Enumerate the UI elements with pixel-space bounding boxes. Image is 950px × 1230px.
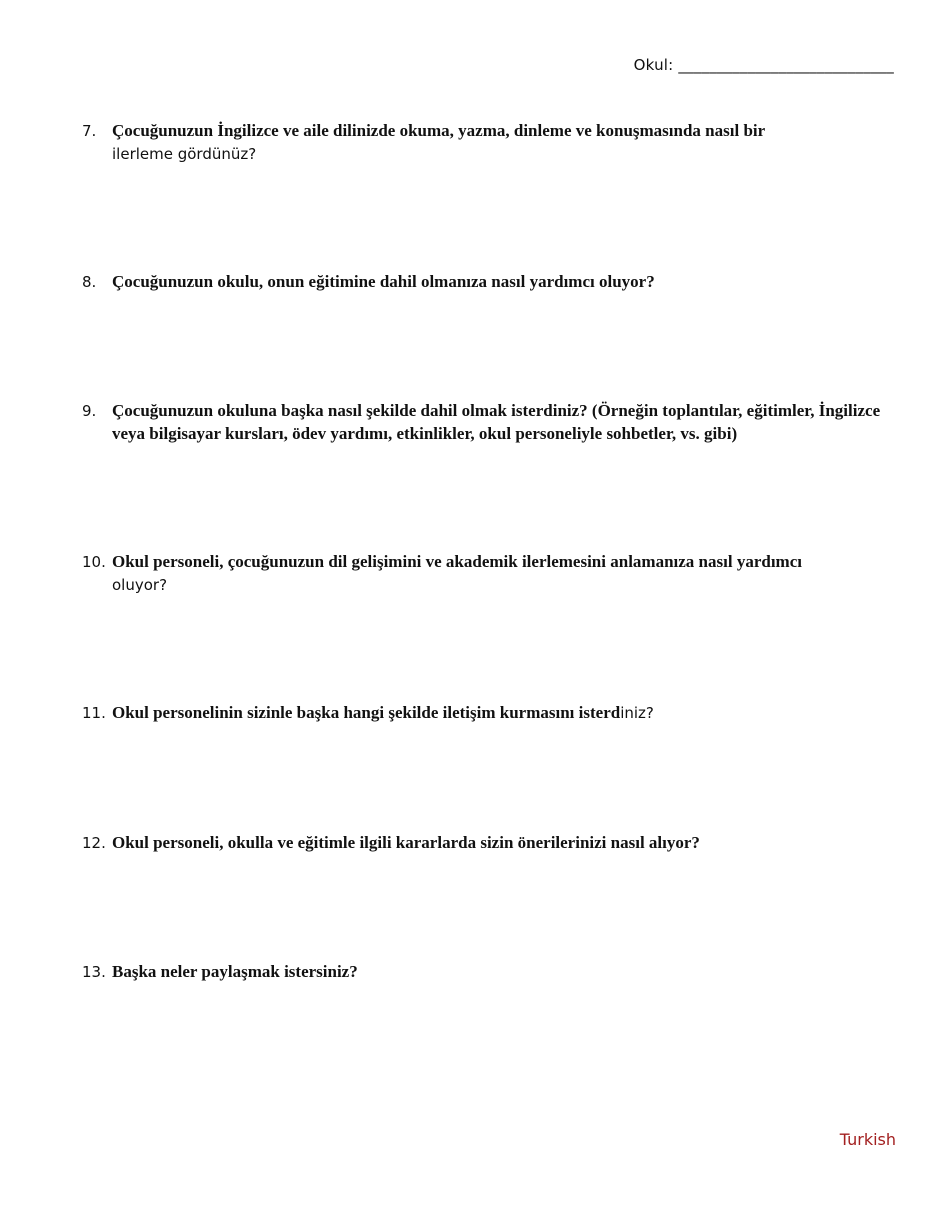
question-7	[82, 120, 890, 166]
question-bold-text: Okul personelinin sizinle başka hangi şekilde iletişim kurmasını isterd	[112, 703, 621, 722]
question-bold-text: Okul personeli, okulla ve eğitimle ilgili kararlarda sizin önerilerinizi nasıl alıyor?	[112, 833, 700, 852]
question-bold-text: Çocuğunuzun okulu, onun eğitimine dahil olmanıza nasıl yardımcı oluyor?	[112, 272, 655, 291]
question-text	[112, 271, 890, 294]
question-13	[82, 961, 890, 984]
question-text	[112, 832, 890, 855]
question-text	[112, 551, 890, 597]
question-10	[82, 551, 890, 597]
question-bold-text: Başka neler paylaşmak istersiniz?	[112, 962, 358, 981]
question-12	[82, 832, 890, 855]
question-number: 13.	[82, 963, 106, 981]
question-text	[112, 702, 890, 725]
language-label: Turkish	[839, 1130, 896, 1149]
question-plain-text: ilerleme gördünüz?	[112, 145, 257, 163]
question-text	[112, 400, 890, 446]
question-bold-text: Çocuğunuzun İngilizce ve aile dilinizde okuma, yazma, dinleme ve konuşmasında nasıl bir	[112, 121, 766, 140]
question-number: 11.	[82, 704, 106, 722]
question-text	[112, 120, 890, 166]
question-8	[82, 271, 890, 294]
question-bold-text: Okul personeli, çocuğunuzun dil gelişimini ve akademik ilerlemesini anlamanıza nasıl yardımcı	[112, 552, 802, 571]
question-number: 9.	[82, 402, 97, 420]
question-number: 12.	[82, 834, 106, 852]
question-9	[82, 400, 890, 446]
question-plain-text: iniz?	[620, 704, 654, 722]
question-11	[82, 702, 890, 725]
question-number: 7.	[82, 122, 97, 140]
school-name-field: Okul: ____________________________	[633, 56, 894, 74]
question-plain-text: oluyor?	[112, 576, 168, 594]
question-number: 10.	[82, 553, 106, 571]
question-text	[112, 961, 890, 984]
question-bold-text: Çocuğunuzun okuluna başka nasıl şekilde dahil olmak isterdiniz? (Örneğin toplantılar, eğitimler, İngilizce veya bilgisayar kursları, ödev yardımı, etkinlikler, okul personeliyle sohbetler, vs. gibi)	[112, 401, 881, 443]
question-number: 8.	[82, 273, 97, 291]
